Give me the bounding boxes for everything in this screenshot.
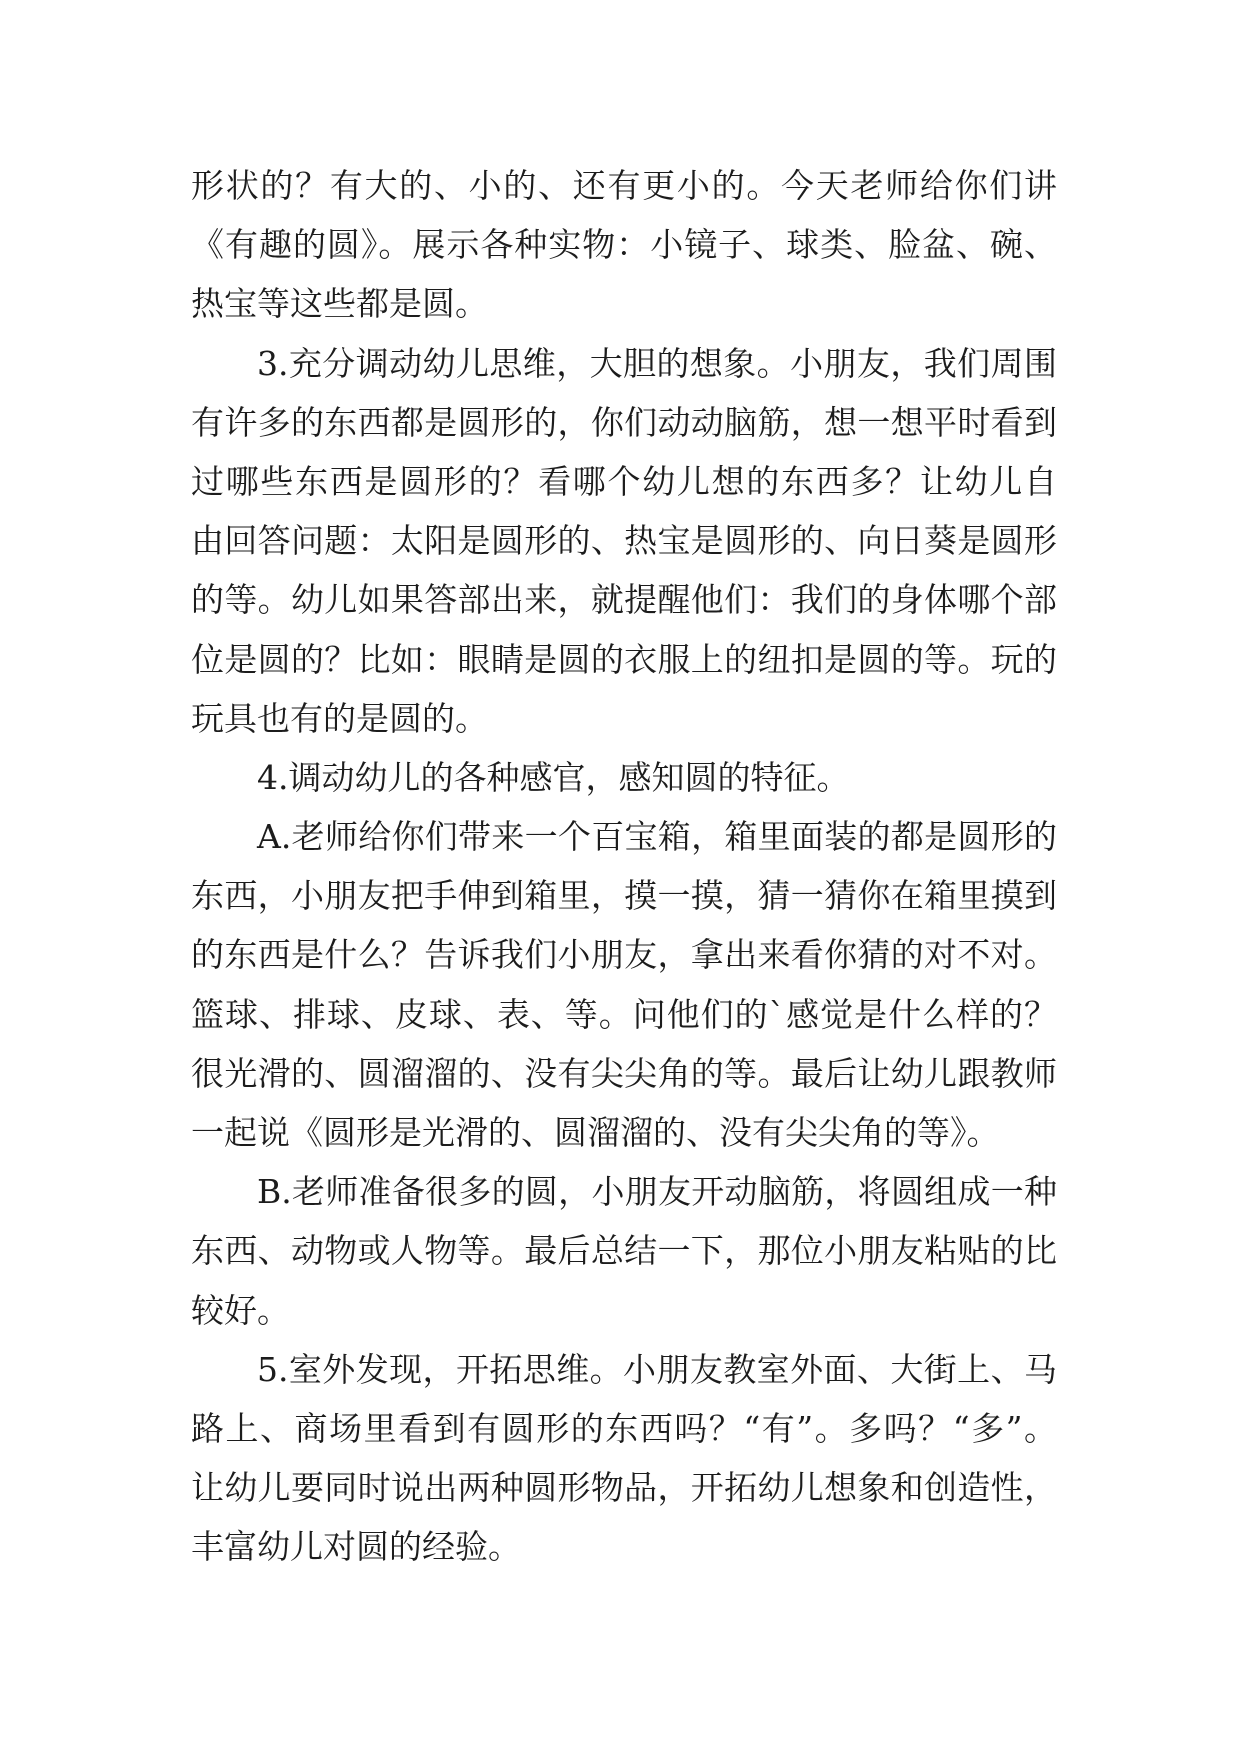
text-line: 5.室外发现，开拓思维。小朋友教室外面、大街上、马: [257, 1349, 1057, 1389]
text-line: 《有趣的圆》。展示各种实物：小镜子、球类、脸盆、碗、: [191, 225, 1057, 265]
text-line: 一起说《圆形是光滑的、圆溜溜的、没有尖尖角的等》。: [191, 1113, 1000, 1152]
text-line: 4.调动幼儿的各种感官，感知圆的特征。: [257, 757, 850, 797]
paragraph: [191, 807, 1057, 1162]
text-line: 较好。: [191, 1290, 290, 1330]
text-line: 形状的？有大的、小的、还有更小的。今天老师给你们讲: [191, 166, 1057, 205]
text-line: 由回答问题：太阳是圆形的、热宝是圆形的、向日葵是圆形: [191, 521, 1057, 561]
text-line: 3.充分调动幼儿思维，大胆的想象。小朋友，我们周围: [257, 343, 1057, 383]
text-line: 位是圆的？比如：眼睛是圆的衣服上的纽扣是圆的等。玩的: [191, 639, 1057, 679]
text-line: 有许多的东西都是圆形的，你们动动脑筋，想一想平时看到: [191, 402, 1057, 442]
text-line: 丰富幼儿对圆的经验。: [191, 1527, 521, 1567]
text-line: 的东西是什么？告诉我们小朋友，拿出来看你猜的对不对。: [191, 935, 1057, 975]
text-line: 篮球、排球、皮球、表、等。问他们的`感觉是什么样的？: [191, 994, 1057, 1034]
text-line: 很光滑的、圆溜溜的、没有尖尖角的等。最后让幼儿跟教师: [191, 1053, 1057, 1093]
paragraph: [191, 334, 1057, 748]
paragraph: [191, 1162, 1057, 1340]
text-line: 热宝等这些都是圆。: [191, 284, 488, 324]
text-line: B.老师准备很多的圆，小朋友开动脑筋，将圆组成一种: [257, 1172, 1057, 1212]
text-line: 路上、商场里看到有圆形的东西吗？“有”。多吗？“多”。: [191, 1408, 1057, 1448]
text-line: 东西、动物或人物等。最后总结一下，那位小朋友粘贴的比: [191, 1231, 1057, 1271]
body-text: [191, 156, 1057, 1577]
paragraph: [191, 1340, 1057, 1577]
text-line: 让幼儿要同时说出两种圆形物品，开拓幼儿想象和创造性，: [191, 1468, 1057, 1508]
text-line: 东西，小朋友把手伸到箱里，摸一摸，猜一猜你在箱里摸到: [191, 876, 1057, 916]
text-line: 玩具也有的是圆的。: [191, 698, 488, 738]
text-line: A.老师给你们带来一个百宝箱，箱里面装的都是圆形的: [257, 817, 1057, 857]
text-line: 的等。幼儿如果答部出来，就提醒他们：我们的身体哪个部: [191, 580, 1057, 620]
paragraph: [191, 748, 1057, 807]
paragraph: [191, 156, 1057, 334]
text-line: 过哪些东西是圆形的？看哪个幼儿想的东西多？让幼儿自: [191, 461, 1057, 501]
